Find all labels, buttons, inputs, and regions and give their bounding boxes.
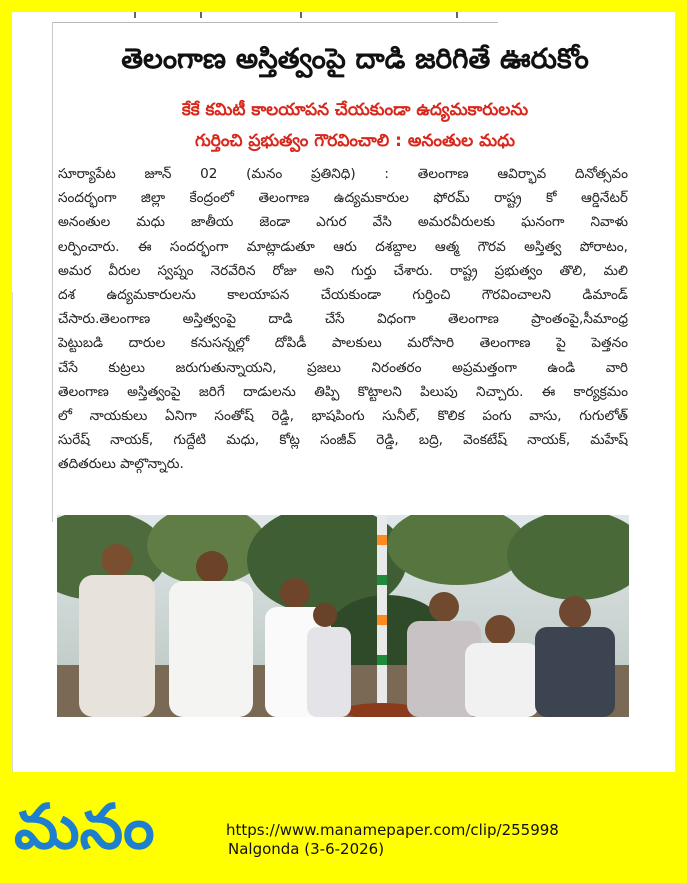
edition-date: Nalgonda (3-6-2026)	[228, 840, 385, 858]
manam-logo	[14, 786, 204, 864]
column-rule	[52, 22, 53, 522]
body-line: చేసే కుట్రలు జరుగుతున్నాయని, ప్రజలు నిరంతరం అప్రమత్తంగా ఉండి వారి	[58, 359, 628, 376]
body-line: సందర్భంగా జిల్లా కేంద్రంలో తెలంగాణ ఉద్యమకారుల ఫోరమ్ రాష్ట్ర కో ఆర్డినేటర్	[58, 190, 628, 207]
body-line: సురేష్ నాయక్, గుద్దేటి మధు, కోట్ల సంజీవ్ రెడ్డి, బద్రి, వెంకటేష్ నాయక్, మహేష్	[58, 432, 628, 449]
body-line: దశ ఉద్యమకారులను కాలయాపన చేయకుండా గుర్తించి గౌరవించాలని డిమాండ్	[58, 286, 628, 303]
body-line: అమర వీరుల స్వప్నం నెరవేరిన రోజు అని గుర్తు చేశారు. రాష్ట్ర ప్రభుత్వం తొలి, మలి	[58, 262, 628, 279]
column-rule	[12, 292, 13, 772]
body-line: తదితరులు పాల్గొన్నారు.	[58, 456, 184, 473]
rule-tick	[134, 12, 136, 18]
body-line: లో నాయకులు ఏనిగా సంతోష్ రెడ్డి, భాషపింగు సునీల్, కొలిక పంగు వాసు, గుగులోత్	[58, 407, 628, 424]
rule-tick	[200, 12, 202, 18]
newspaper-clip	[12, 12, 675, 772]
article-subheadline: గుర్తించి ప్రభుత్వం గౌరవించాలి : అనంతుల మధు	[194, 131, 516, 151]
body-line: తెలంగాణ అస్తిత్వంపై జరిగే దాడులను తిప్పి కొట్టాలని పిలుపు నిచ్చారు. ఈ కార్యక్రమం	[58, 383, 628, 400]
rule-tick	[456, 12, 458, 18]
body-line: లర్పించారు. ఈ సందర్భంగా మాట్లాడుతూ ఆరు దశబ్దాల ఆత్మ గౌరవ అస్తిత్వ పోరాటం,	[58, 238, 628, 255]
article-subheadline: కేకే కమిటీ కాలయాపన చేయకుండా ఉద్యమకారులను	[181, 100, 529, 120]
article-headline: తెలంగాణ అస్తిత్వంపై దాడి జరిగితే ఊరుకోం	[121, 42, 589, 75]
body-line: సూర్యాపేట జూన్ 02 (మనం ప్రతినిధి) : తెలంగాణ ఆవిర్భావ దినోత్సవం	[58, 166, 628, 182]
clip-url[interactable]: https://www.manamepaper.com/clip/255998	[226, 821, 559, 839]
article-photo	[57, 515, 629, 717]
top-rule	[52, 12, 498, 23]
rule-tick	[300, 12, 302, 18]
body-line: పెట్టుబడి దారుల కనుసన్నల్లో దోపిడీ పాలకులు మరోసారి తెలంగాణ పై పెత్తనం	[58, 335, 628, 352]
logo-text: మనం	[14, 790, 155, 863]
body-line: చేసారు.తెలంగాణ అస్తిత్వంపై దాడి చేసే విధంగా తెలంగాణ ప్రాంతంపై,సీమాంధ్ర	[58, 311, 628, 328]
body-line: అనంతుల మధు జాతీయ జెండా ఎగుర వేసి అమరవీరులకు ఘనంగా నివాళు	[58, 214, 628, 231]
article-body	[58, 162, 628, 476]
